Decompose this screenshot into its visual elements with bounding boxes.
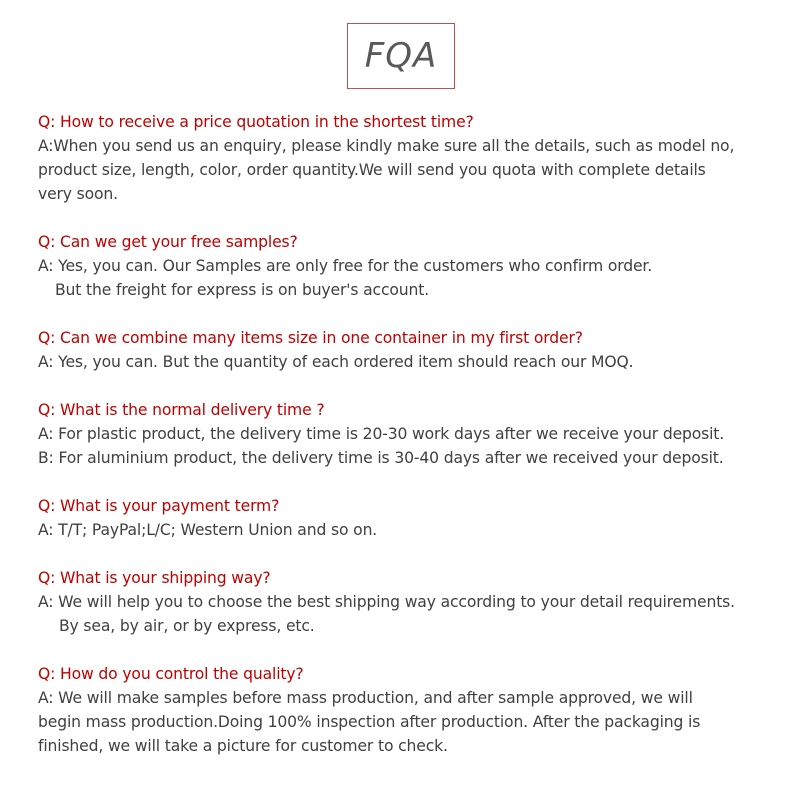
faq-answer-line: A: T/T; PayPal;L/C; Western Union and so on. (38, 521, 378, 539)
faq-question: Q: How to receive a price quotation in the shortest time? (38, 113, 474, 131)
faq-answer-line: A: We will make samples before mass production, and after sample approved, we will (38, 689, 693, 707)
faq-question: Q: Can we combine many items size in one container in my first order? (38, 329, 583, 347)
faq-item-quality (38, 662, 790, 758)
faq-item-quotation (38, 110, 790, 206)
faq-item-payment (38, 494, 790, 542)
faq-question: Q: What is the normal delivery time ? (38, 401, 325, 419)
faq-list (38, 110, 790, 782)
faq-question: Q: Can we get your free samples? (38, 233, 298, 251)
faq-item-delivery (38, 398, 790, 470)
faq-item-samples (38, 230, 790, 302)
faq-answer-line: A: Yes, you can. But the quantity of each ordered item should reach our MOQ. (38, 353, 634, 371)
faq-answer-line: A: We will help you to choose the best shipping way according to your detail requirements. (38, 593, 735, 611)
faq-answer-line: By sea, by air, or by express, etc. (59, 617, 315, 635)
page-title: FQA (364, 36, 438, 76)
faq-answer-line: begin mass production.Doing 100% inspection after production. After the packaging is (38, 713, 701, 731)
faq-answer-line: finished, we will take a picture for customer to check. (38, 737, 448, 755)
faq-answer-line: B: For aluminium product, the delivery time is 30-40 days after we received your deposit. (38, 449, 724, 467)
faq-question: Q: What is your payment term? (38, 497, 280, 515)
faq-item-shipping (38, 566, 790, 638)
faq-question: Q: What is your shipping way? (38, 569, 271, 587)
faq-answer-line: A:When you send us an enquiry, please kindly make sure all the details, such as model no, (38, 137, 735, 155)
title-box (347, 23, 455, 89)
faq-answer-line: But the freight for express is on buyer's account. (55, 281, 430, 299)
faq-answer-line: product size, length, color, order quantity.We will send you quota with complete details (38, 161, 706, 179)
faq-item-container (38, 326, 790, 374)
faq-answer-line: A: Yes, you can. Our Samples are only free for the customers who confirm order. (38, 257, 653, 275)
faq-answer-line: very soon. (38, 185, 118, 203)
faq-question: Q: How do you control the quality? (38, 665, 304, 683)
faq-answer-line: A: For plastic product, the delivery time is 20-30 work days after we receive your deposit. (38, 425, 725, 443)
